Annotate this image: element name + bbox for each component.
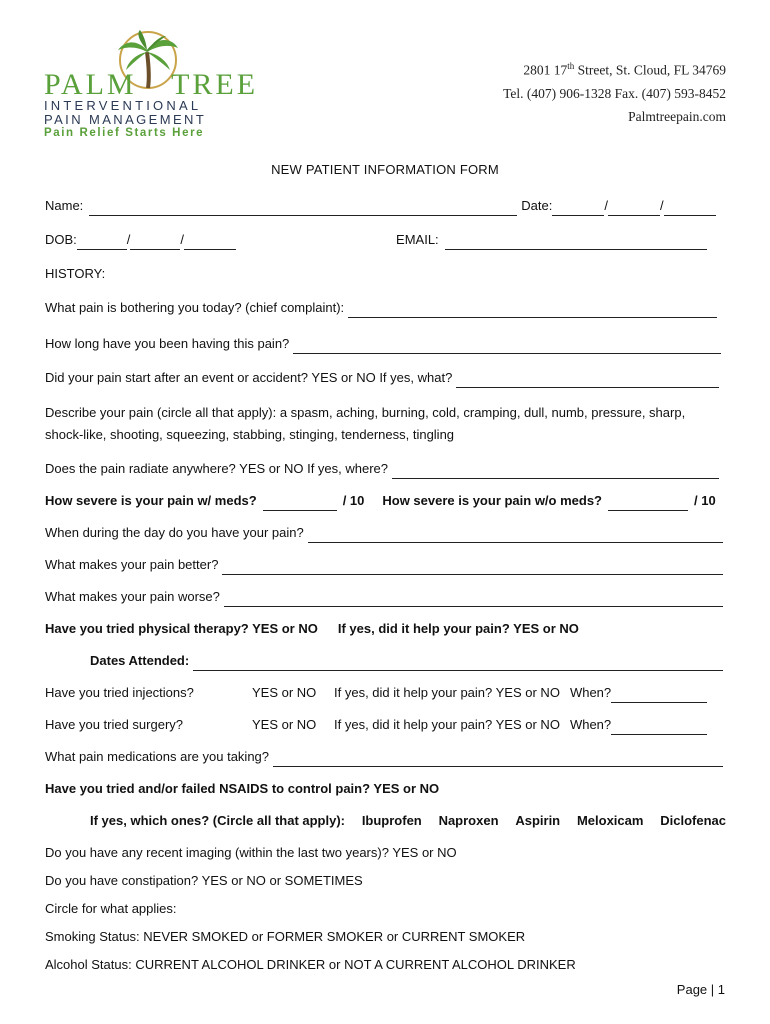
dates-attended-field[interactable] <box>193 656 723 671</box>
better-field[interactable] <box>222 560 723 575</box>
constipation-label: Do you have constipation? YES or NO or SOMETIMES <box>45 873 363 888</box>
form-title: NEW PATIENT INFORMATION FORM <box>271 162 499 177</box>
injections-when-field[interactable] <box>611 688 707 703</box>
surgery-row: Have you tried surgery? YES or NO If yes, did it help your pain? YES or NO When? <box>45 715 725 735</box>
radiate-field[interactable] <box>392 464 719 479</box>
radiate-label: Does the pain radiate anywhere? YES or NO If yes, where? <box>45 461 389 476</box>
brand-tagline: Pain Relief Starts Here <box>44 127 205 139</box>
nsaid-diclofenac[interactable]: Diclofenac <box>660 813 726 828</box>
nsaids-label: Have you tried and/or failed NSAIDS to control pain? YES or NO <box>45 781 440 796</box>
name-date-row: Name: Date: / / <box>45 196 725 216</box>
when-day-label: When during the day do you have your pain? <box>45 525 304 540</box>
event-row <box>45 368 719 388</box>
better-row <box>45 555 723 575</box>
date-year-field[interactable] <box>664 201 716 216</box>
severity-row: How severe is your pain w/ meds? / 10 How severe is your pain w/o meds? / 10 <box>45 491 725 511</box>
worse-field[interactable] <box>224 592 723 607</box>
brand-palm: PALM <box>44 68 137 101</box>
when-day-field[interactable] <box>308 528 723 543</box>
medications-field[interactable] <box>273 752 723 767</box>
history-label: HISTORY: <box>45 266 106 281</box>
nsaid-meloxicam[interactable]: Meloxicam <box>576 813 644 828</box>
smoking-status: Smoking Status: NEVER SMOKED or FORMER SMOKER or CURRENT SMOKER <box>45 929 526 944</box>
name-label: Name: <box>45 198 84 213</box>
dates-attended-row <box>90 651 723 671</box>
brand-tree: TREE <box>171 68 259 101</box>
worse-row <box>45 587 723 607</box>
severity-no-meds-field[interactable] <box>608 496 688 511</box>
pain-duration-label: How long have you been having this pain? <box>45 336 290 351</box>
dates-attended-label: Dates Attended: <box>90 653 190 668</box>
severity-meds-label: How severe is your pain w/ meds? <box>45 493 257 508</box>
nsaids-prompt: If yes, which ones? (Circle all that apply): <box>90 813 345 828</box>
pain-duration-row <box>45 334 721 354</box>
pt-label: Have you tried physical therapy? YES or NO <box>45 621 318 636</box>
chief-complaint-row <box>45 298 717 318</box>
dob-month-field[interactable] <box>77 235 127 250</box>
describe-row-1 <box>45 403 725 423</box>
brand-line-1: INTERVENTIONAL <box>44 98 202 113</box>
severity-meds-field[interactable] <box>263 496 337 511</box>
nsaid-aspirin[interactable]: Aspirin <box>515 813 561 828</box>
brand-line-2: PAIN MANAGEMENT <box>44 112 207 127</box>
constipation-row <box>45 871 725 891</box>
event-label: Did your pain start after an event or accident? YES or NO If yes, what? <box>45 370 453 385</box>
address-street: 2801 17th Street, St. Cloud, FL 34769 <box>523 61 726 78</box>
nsaid-naproxen[interactable]: Naproxen <box>438 813 499 828</box>
imaging-label: Do you have any recent imaging (within the last two years)? YES or NO <box>45 845 457 860</box>
when-day-row <box>45 523 723 543</box>
radiate-row <box>45 459 719 479</box>
dob-label: DOB: <box>45 232 77 247</box>
alcohol-row <box>45 955 725 975</box>
describe-label-2: shock-like, shooting, squeezing, stabbing, stinging, tenderness, tingling <box>45 427 455 442</box>
date-month-field[interactable] <box>552 201 604 216</box>
describe-label-1: Describe your pain (circle all that apply): a spasm, aching, burning, cold, cramping, dull, numb, pressure, sharp, <box>45 405 686 420</box>
circle-applies-row <box>45 899 725 919</box>
history-heading-row <box>45 264 725 284</box>
surgery-when-field[interactable] <box>611 720 707 735</box>
chief-complaint-field[interactable] <box>348 303 717 318</box>
name-field[interactable] <box>89 201 517 216</box>
alcohol-status: Alcohol Status: CURRENT ALCOHOL DRINKER or NOT A CURRENT ALCOHOL DRINKER <box>45 957 576 972</box>
date-day-field[interactable] <box>608 201 660 216</box>
pt-help-label: If yes, did it help your pain? YES or NO <box>337 621 579 636</box>
worse-label: What makes your pain worse? <box>45 589 220 604</box>
severity-no-meds-label: How severe is your pain w/o meds? <box>382 493 602 508</box>
circle-applies-label: Circle for what applies: <box>45 901 177 916</box>
pain-duration-field[interactable] <box>293 339 721 354</box>
nsaids-options-row <box>90 811 726 831</box>
surgery-label: Have you tried surgery? <box>45 717 184 732</box>
describe-row-2 <box>45 425 725 445</box>
practice-address <box>503 55 726 128</box>
imaging-row <box>45 843 725 863</box>
date-label: Date: <box>521 198 553 213</box>
smoking-row <box>45 927 725 947</box>
injections-row: Have you tried injections? YES or NO If yes, did it help your pain? YES or NO When? <box>45 683 725 703</box>
medications-label: What pain medications are you taking? <box>45 749 270 764</box>
email-field[interactable] <box>445 235 707 250</box>
injections-label: Have you tried injections? <box>45 685 194 700</box>
nsaid-ibuprofen[interactable]: Ibuprofen <box>361 813 422 828</box>
dob-day-field[interactable] <box>130 235 180 250</box>
email-label: EMAIL: <box>396 232 439 247</box>
chief-complaint-label: What pain is bothering you today? (chief complaint): <box>45 300 345 315</box>
address-website: Palmtreepain.com <box>628 108 726 124</box>
nsaids-row <box>45 779 725 799</box>
dob-email-row: DOB: / / EMAIL: <box>45 230 725 250</box>
medications-row <box>45 747 723 767</box>
address-phones: Tel. (407) 906-1328 Fax. (407) 593-8452 <box>503 85 726 101</box>
better-label: What makes your pain better? <box>45 557 219 572</box>
practice-logo <box>40 30 259 142</box>
page-number: Page | 1 <box>676 982 725 997</box>
event-field[interactable] <box>456 373 719 388</box>
pt-row <box>45 619 725 639</box>
dob-year-field[interactable] <box>184 235 236 250</box>
